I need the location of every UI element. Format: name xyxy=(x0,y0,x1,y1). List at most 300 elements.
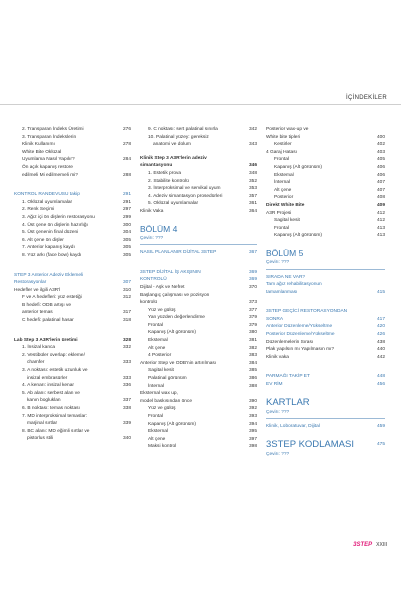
toc-entry-title: tamamlanması xyxy=(266,289,298,295)
toc-entry-title: 3STEP DİJİTAL İŞ AKIŞININ xyxy=(140,269,201,275)
toc-entry-title: model baskısından önce xyxy=(140,398,192,404)
toc-entry-page: 382 xyxy=(248,345,257,351)
toc-entry-title: Başlangıç çalışması ve pozisyon xyxy=(140,292,210,298)
toc-entry[interactable] xyxy=(266,308,385,316)
toc-entry-title: 1. Estetik prova xyxy=(148,170,182,176)
toc-entry[interactable] xyxy=(14,375,131,383)
toc-entry-title: 2. Renk Seçimi xyxy=(22,207,55,213)
toc-entry-title: 5. Ab alanı: serbest alan ve xyxy=(22,390,80,396)
toc-entry[interactable] xyxy=(140,141,257,149)
header-divider xyxy=(0,104,401,105)
toc-entry-title: Kapanış (Alt görünüm) xyxy=(274,164,322,170)
toc-entry-page: 459 xyxy=(376,424,385,430)
toc-entry[interactable] xyxy=(14,397,131,405)
section-translator: Çevirı: ??? xyxy=(266,451,290,457)
page-number: XXIII xyxy=(376,542,387,548)
toc-entry-title: İnternal xyxy=(148,383,164,389)
toc-entry-title: Kapanış (Alt görünüm) xyxy=(148,421,196,427)
toc-entry-title: 6. B noktası: temas noktası xyxy=(22,406,80,411)
toc-entry-title: 3STEP GEÇİCİ RESTORASYONDAN xyxy=(266,309,348,315)
toc-entry-page: 395 xyxy=(248,429,257,435)
toc-entry[interactable] xyxy=(14,428,131,436)
toc-entry[interactable] xyxy=(266,217,385,225)
toc-entry[interactable] xyxy=(140,443,257,451)
toc-entry-title: Hedefler ve ilgili A3R'l xyxy=(14,287,61,293)
toc-entry-title: Dijital - Aşk ve Nefret xyxy=(140,284,185,290)
toc-entry-page: 379 xyxy=(248,315,257,321)
toc-entry-title: White bite tipleri xyxy=(266,134,301,140)
toc-entry-title: Plak yapılsın mı Yapılmasın mı? xyxy=(266,347,335,353)
toc-entry[interactable] xyxy=(14,382,131,390)
toc-entry[interactable] xyxy=(140,345,257,353)
toc-entry-page: 297 xyxy=(122,207,131,213)
toc-entry-title: 7. Anterior kapanış kaydı xyxy=(22,245,75,251)
toc-entry-page: 310 xyxy=(122,287,131,293)
toc-entry[interactable] xyxy=(140,208,257,216)
toc-entry-title: White Bite Oklüzal xyxy=(22,149,62,155)
toc-entry[interactable] xyxy=(14,405,131,413)
toc-entry[interactable] xyxy=(266,339,385,347)
toc-entry-page: 305 xyxy=(122,237,131,243)
toc-entry[interactable] xyxy=(140,314,257,322)
toc-entry[interactable] xyxy=(266,210,385,218)
toc-entry[interactable] xyxy=(266,316,385,324)
toc-entry[interactable] xyxy=(140,405,257,413)
toc-entry-page: 332 xyxy=(122,345,131,351)
toc-entry[interactable] xyxy=(140,413,257,421)
toc-entry[interactable] xyxy=(14,420,131,428)
toc-entry[interactable] xyxy=(266,346,385,354)
toc-entry[interactable] xyxy=(266,232,385,240)
toc-entry-page: 328 xyxy=(122,337,131,343)
toc-entry-page: 426 xyxy=(376,332,385,338)
toc-entry-title: C hedefi: palatinal hasar xyxy=(22,318,74,324)
toc-entry-title: Ekstemal xyxy=(274,172,294,178)
toc-entry-page: 343 xyxy=(248,142,257,148)
toc-entry-title: kanın bogluklan xyxy=(27,398,61,404)
toc-entry-page: 407 xyxy=(376,180,385,186)
toc-entry-title: 8. Yüz arkı (face bow) kaydı xyxy=(22,252,82,258)
toc-entry-title: F ve A hedefleri: yüz estetiği xyxy=(22,295,82,301)
toc-entry[interactable] xyxy=(140,200,257,208)
toc-entry-page: 353 xyxy=(248,186,257,192)
toc-entry-title: Klinik Kullanımı xyxy=(22,142,55,148)
toc-entry[interactable] xyxy=(140,126,257,134)
toc-entry[interactable] xyxy=(14,199,131,207)
toc-entry[interactable] xyxy=(14,352,131,360)
toc-entry-page: 348 xyxy=(248,170,257,176)
toc-entry-page: 339 xyxy=(122,421,131,427)
toc-entry-page: 291 xyxy=(122,192,131,198)
toc-entry[interactable] xyxy=(140,367,257,375)
toc-entry-page: 346 xyxy=(248,163,257,169)
toc-entry[interactable] xyxy=(266,194,385,202)
toc-entry-page: 442 xyxy=(376,354,385,360)
toc-entry-title: edilmeli Mi edilmemeli mi? xyxy=(22,172,78,178)
toc-entry[interactable] xyxy=(14,229,131,237)
toc-entry-title: 6. Alt çene ön dişler xyxy=(22,237,64,243)
toc-entry-page: 364 xyxy=(248,208,257,214)
toc-entry-page: 412 xyxy=(376,218,385,224)
toc-entry-page: 400 xyxy=(376,134,385,140)
toc-entry-title: Klinik Vaka xyxy=(140,208,164,214)
toc-entry-title: Kapanış (Alt görünüm) xyxy=(148,330,196,336)
toc-entry-title: kontrolü xyxy=(140,300,158,306)
toc-entry-title: STEP 3 Anterior Adeziv Eklemeli xyxy=(14,272,84,278)
toc-entry-page: 381 xyxy=(248,338,257,344)
toc-entry[interactable] xyxy=(266,289,385,297)
toc-entry[interactable] xyxy=(266,172,385,180)
toc-entry-title: Eksternal xyxy=(148,429,168,435)
toc-entry[interactable] xyxy=(140,383,257,391)
publisher-logo: 3STEP xyxy=(353,542,373,548)
section-translator: Çevirı: ??? xyxy=(266,259,290,265)
toc-entry[interactable] xyxy=(14,317,131,325)
toc-entry[interactable] xyxy=(14,390,131,398)
toc-entry[interactable] xyxy=(14,337,131,345)
toc-entry-title: Restorasyonlar xyxy=(14,280,47,286)
toc-entry[interactable] xyxy=(266,164,385,172)
toc-entry-page: 333 xyxy=(122,360,131,366)
toc-entry-page: 406 xyxy=(376,164,385,170)
toc-entry-page: 417 xyxy=(376,316,385,322)
toc-entry-page: 367 xyxy=(248,250,257,256)
toc-entry-title: anterior temas xyxy=(22,310,53,316)
section-title: KARTLAR xyxy=(266,396,310,408)
toc-entry-page: 291 xyxy=(122,199,131,205)
toc-entry[interactable] xyxy=(140,428,257,436)
toc-entry-title: Posterior xyxy=(274,195,294,201)
toc-entry[interactable] xyxy=(14,134,131,142)
toc-entry[interactable] xyxy=(266,134,385,142)
toc-entry-title: Posterior wax-up ve xyxy=(266,127,309,132)
toc-entry-title: Alt çene xyxy=(148,345,166,351)
toc-entry-page: 407 xyxy=(376,187,385,193)
toc-entry[interactable] xyxy=(140,398,257,406)
toc-entry-page: 304 xyxy=(122,230,131,236)
toc-entry[interactable] xyxy=(14,156,131,164)
toc-entry-page: 448 xyxy=(376,374,385,380)
toc-entry-page: 338 xyxy=(122,406,131,411)
toc-entry-page: 340 xyxy=(122,436,131,442)
toc-entry-title: Ekstemal xyxy=(148,338,168,344)
toc-entry-page: 413 xyxy=(376,233,385,239)
toc-entry[interactable] xyxy=(140,249,257,257)
section-title: BÖLÜM 4 xyxy=(140,223,178,234)
toc-entry[interactable] xyxy=(266,381,385,389)
toc-entry-page: 456 xyxy=(376,382,385,388)
toc-entry-title: 9. C noktası: sert palatinal sınırla xyxy=(148,127,218,132)
section-title: BÖLÜM 5 xyxy=(266,247,304,258)
toc-entry-title: Uyumlama Nasıl Yapılır? xyxy=(22,157,75,163)
toc-entry[interactable] xyxy=(140,352,257,360)
toc-entry-title: EV RİM xyxy=(266,382,283,388)
toc-entry-page: 406 xyxy=(376,172,385,178)
toc-entry-title: 4 Garaj Hatası xyxy=(266,149,297,155)
toc-entry-page: 370 xyxy=(248,284,257,290)
toc-entry-page: 388 xyxy=(248,383,257,389)
toc-entry[interactable] xyxy=(140,185,257,193)
toc-entry-title: Sagital kesit xyxy=(148,368,174,374)
toc-entry-title: Frontal xyxy=(148,414,163,419)
toc-entry-page: 307 xyxy=(122,280,131,286)
toc-entry-title: marjinal sırtlar xyxy=(27,421,58,427)
toc-entry[interactable] xyxy=(14,413,131,421)
toc-entry[interactable] xyxy=(14,164,131,172)
toc-entry-title: Frontal xyxy=(274,157,289,163)
toc-entry-page: 361 xyxy=(248,201,257,207)
section-heading xyxy=(140,216,257,235)
section-divider xyxy=(140,244,257,245)
toc-entry[interactable] xyxy=(14,302,131,310)
toc-entry-title: pistorlus stili xyxy=(27,436,54,442)
toc-entry-page: 299 xyxy=(122,214,131,220)
toc-entry[interactable] xyxy=(266,141,385,149)
toc-entry-page: 305 xyxy=(122,245,131,251)
toc-entry-page: 412 xyxy=(376,210,385,216)
toc-entry[interactable] xyxy=(266,274,385,282)
toc-entry-page: 390 xyxy=(248,398,257,404)
toc-entry-title: Klinik Step 3 A3R'lerin adeziv xyxy=(140,155,207,161)
toc-entry[interactable] xyxy=(140,269,257,277)
toc-entry-page: 379 xyxy=(248,322,257,328)
toc-entry-title: Anterior Düzenleme/Yükseltme xyxy=(266,324,333,330)
toc-entry[interactable] xyxy=(140,178,257,186)
toc-entry-page: 394 xyxy=(248,421,257,427)
toc-entry-page: 385 xyxy=(248,368,257,374)
toc-entry-page: 317 xyxy=(122,310,131,316)
toc-entry-title: 3. A noktası: estetik uzunluk ve xyxy=(22,368,88,374)
toc-entry-page: 438 xyxy=(376,339,385,345)
toc-entry-page: 408 xyxy=(376,195,385,201)
toc-entry-title: anatomi ve dolum xyxy=(153,142,191,148)
toc-entry-title: Kestirler xyxy=(274,142,292,148)
toc-entry-page: 386 xyxy=(248,376,257,382)
toc-entry[interactable] xyxy=(266,423,385,431)
toc-entry[interactable] xyxy=(266,281,385,289)
toc-entry-title: B hedefi: ODB artışı ve xyxy=(22,302,72,308)
toc-entry[interactable] xyxy=(14,126,131,134)
toc-entry[interactable] xyxy=(14,294,131,302)
toc-entry-title: Frontal xyxy=(274,225,289,231)
page-footer xyxy=(353,542,387,548)
toc-entry[interactable] xyxy=(266,179,385,187)
toc-entry-title: 3. Ağız içi ön dişlerin restorasyonu xyxy=(22,214,95,220)
toc-entry-title: 5. Üst çenenin final düzeni xyxy=(22,230,79,236)
toc-entry[interactable] xyxy=(14,237,131,245)
page-title: İÇİNDEKİLER xyxy=(346,95,387,101)
toc-entry-title: PARMAĞI TAKİP ET xyxy=(266,374,310,380)
toc-entry-page: 305 xyxy=(122,252,131,258)
toc-entry-page: 342 xyxy=(248,127,257,132)
toc-entry[interactable] xyxy=(266,156,385,164)
toc-entry-title: Tam ağız rehabilitasyonun xyxy=(266,282,322,288)
toc-entry-page: 357 xyxy=(248,193,257,199)
toc-entry-title: Alt çene xyxy=(274,187,292,193)
toc-column-1 xyxy=(14,126,131,443)
toc-entry-title: Eksternal wax up, xyxy=(140,391,178,397)
toc-column-2 xyxy=(140,126,257,451)
toc-entry-page: 402 xyxy=(376,142,385,148)
toc-entry-page: 415 xyxy=(376,289,385,295)
toc-entry-page: 333 xyxy=(122,375,131,381)
toc-entry-page: 380 xyxy=(248,330,257,336)
toc-entry-title: 8. BC alanı: MD eğimli sırtlar ve xyxy=(22,428,90,434)
toc-entry-title: SONRA xyxy=(266,316,284,322)
toc-entry-page: 409 xyxy=(376,202,385,208)
toc-entry-title: Yan yüzden değerlendirme xyxy=(148,315,205,321)
toc-entry[interactable] xyxy=(140,162,257,170)
toc-entry[interactable] xyxy=(266,331,385,339)
toc-entry-page: 369 xyxy=(248,269,257,275)
toc-column-3 xyxy=(266,126,385,458)
toc-entry[interactable] xyxy=(140,390,257,398)
toc-entry-title: İnternal xyxy=(274,180,290,186)
toc-entry[interactable] xyxy=(14,435,131,443)
toc-entry-page: 337 xyxy=(122,398,131,404)
toc-entry-title: 2. Vestibüler overlap: ekleme/ xyxy=(22,352,85,358)
toc-entry-title: KONTROLÜ xyxy=(140,277,167,283)
toc-entry-title: Klinik vaka xyxy=(266,354,289,360)
toc-entry[interactable] xyxy=(14,359,131,367)
toc-entry-title: SIRADA NE VAR? xyxy=(266,274,306,280)
toc-entry-page: 288 xyxy=(122,172,131,178)
toc-entry[interactable] xyxy=(140,436,257,444)
toc-entry-page: 440 xyxy=(376,347,385,353)
toc-entry-title: 5. Oklüzal uyumlamalar xyxy=(148,201,199,207)
toc-entry[interactable] xyxy=(266,373,385,381)
toc-entry-title: 1. Oklüzal uyumlamalar xyxy=(22,199,73,205)
toc-entry-title: 7. MD interproksimal temaslar: xyxy=(22,413,88,419)
toc-entry-title: insizal embrasürler xyxy=(27,375,68,381)
toc-entry-page: 318 xyxy=(122,318,131,324)
toc-entry-title: Anterior Step ve ODB'nin artırılması xyxy=(140,360,217,366)
toc-entry-page: 398 xyxy=(248,444,257,450)
toc-entry[interactable] xyxy=(140,299,257,307)
toc-entry[interactable] xyxy=(266,126,385,134)
toc-entry-page: 403 xyxy=(376,149,385,155)
toc-entry[interactable] xyxy=(140,329,257,337)
toc-entry-title: 3. Transparan İndekslerin xyxy=(22,134,77,140)
toc-entry-title: Alt çene xyxy=(148,436,166,442)
toc-entry-page: 352 xyxy=(248,178,257,184)
toc-entry[interactable] xyxy=(14,206,131,214)
toc-entry[interactable] xyxy=(14,222,131,230)
toc-entry-title: 10. Palatinal yüzey: gereksiz xyxy=(148,134,209,140)
toc-entry[interactable] xyxy=(14,309,131,317)
toc-entry-title: Direkt White Bite xyxy=(266,202,305,208)
toc-entry-title: 4. Üst çene ön dişlerin hazırlığı xyxy=(22,222,88,228)
toc-entry[interactable] xyxy=(140,322,257,330)
toc-entry[interactable] xyxy=(14,344,131,352)
toc-entry-page: 373 xyxy=(248,300,257,306)
toc-entry[interactable] xyxy=(266,354,385,362)
toc-entry-page: 300 xyxy=(122,222,131,228)
toc-entry[interactable] xyxy=(14,272,131,280)
toc-entry-title: Posterior Düzenleme/Yükseltme xyxy=(266,332,335,338)
toc-entry-title: A3R Projesi xyxy=(266,210,292,216)
toc-entry[interactable] xyxy=(14,244,131,252)
toc-entry[interactable] xyxy=(140,276,257,284)
toc-entry[interactable] xyxy=(266,323,385,331)
section-translator: Çevirı: ??? xyxy=(266,409,290,415)
toc-entry[interactable] xyxy=(140,155,257,163)
toc-entry-page: 278 xyxy=(122,142,131,148)
toc-entry[interactable] xyxy=(14,172,131,180)
toc-entry-page: 377 xyxy=(248,307,257,313)
toc-entry-title: Kapanış (Alt görünüm) xyxy=(274,233,322,239)
toc-entry-title: Frontal xyxy=(148,322,163,328)
toc-entry-page: 284 xyxy=(122,157,131,163)
section-heading xyxy=(266,389,385,409)
section-divider xyxy=(266,418,385,419)
toc-entry[interactable] xyxy=(14,279,131,287)
toc-entry[interactable] xyxy=(140,360,257,368)
toc-entry-title: 1. İnsizal kanca xyxy=(22,345,56,351)
toc-entry-title: simantasyonu xyxy=(140,163,173,169)
toc-entry[interactable] xyxy=(14,141,131,149)
section-heading xyxy=(266,240,385,259)
toc-entry-page: 383 xyxy=(248,353,257,359)
section-title: 3STEP KODLAMASI xyxy=(266,438,354,450)
toc-entry[interactable] xyxy=(14,214,131,222)
section-divider xyxy=(266,269,385,270)
toc-entry[interactable] xyxy=(266,225,385,233)
toc-entry[interactable] xyxy=(140,134,257,142)
toc-entry[interactable] xyxy=(140,337,257,345)
toc-entry[interactable] xyxy=(140,375,257,383)
toc-entry-title: Yüz ve gülüş xyxy=(148,406,176,412)
toc-entry[interactable] xyxy=(266,149,385,157)
toc-entry-page: 369 xyxy=(248,277,257,283)
toc-entry-title: 4. Adeziv simantasyon prosedürleri xyxy=(148,193,223,199)
toc-entry[interactable] xyxy=(266,202,385,210)
toc-entry[interactable] xyxy=(14,252,131,260)
toc-entry-page: 413 xyxy=(376,225,385,231)
toc-entry[interactable] xyxy=(266,187,385,195)
toc-entry-title: 2. Stabilite kontrolü xyxy=(148,178,189,184)
toc-entry-title: 4. A kenarı: insizal kenar xyxy=(22,383,74,389)
page-ref: 475 xyxy=(376,441,385,447)
toc-entry-title: chamfer xyxy=(27,360,45,366)
toc-entry[interactable] xyxy=(140,292,257,300)
toc-entry-page: 336 xyxy=(122,383,131,389)
toc-entry-page: 393 xyxy=(248,414,257,419)
toc-entry-title: Ön açık kapanış restore xyxy=(22,164,73,170)
toc-entry-title: Sagital kesit xyxy=(274,218,300,224)
toc-entry[interactable] xyxy=(14,191,131,199)
toc-entry-title: Düzenlemelerin Sırası xyxy=(266,339,314,345)
toc-entry[interactable] xyxy=(140,307,257,315)
toc-entry-page: 384 xyxy=(248,360,257,366)
toc-entry-title: Lab Step 3 A3R'lerin üretimi xyxy=(14,337,78,343)
toc-entry[interactable] xyxy=(14,367,131,375)
toc-entry[interactable] xyxy=(14,149,131,157)
toc-entry[interactable] xyxy=(14,287,131,295)
toc-entry[interactable] xyxy=(140,284,257,292)
toc-entry-page: 392 xyxy=(248,406,257,412)
toc-entry-title: 3. İnterproksimal ve servikal uyum xyxy=(148,186,221,192)
toc-entry[interactable] xyxy=(140,193,257,201)
toc-entry[interactable] xyxy=(140,170,257,178)
toc-entry-title: KONTROL RANDEVUSU takip xyxy=(14,192,80,198)
section-translator: Çevirı: ??? xyxy=(140,235,164,241)
toc-entry-page: 312 xyxy=(122,295,131,301)
toc-entry-title: 2. Transparan İndeks Üretimi xyxy=(22,127,84,132)
toc-entry-title: Palatinal görünüm xyxy=(148,376,187,382)
toc-entry[interactable] xyxy=(140,421,257,429)
toc-entry-title: Yüz ve gülüş xyxy=(148,307,176,313)
